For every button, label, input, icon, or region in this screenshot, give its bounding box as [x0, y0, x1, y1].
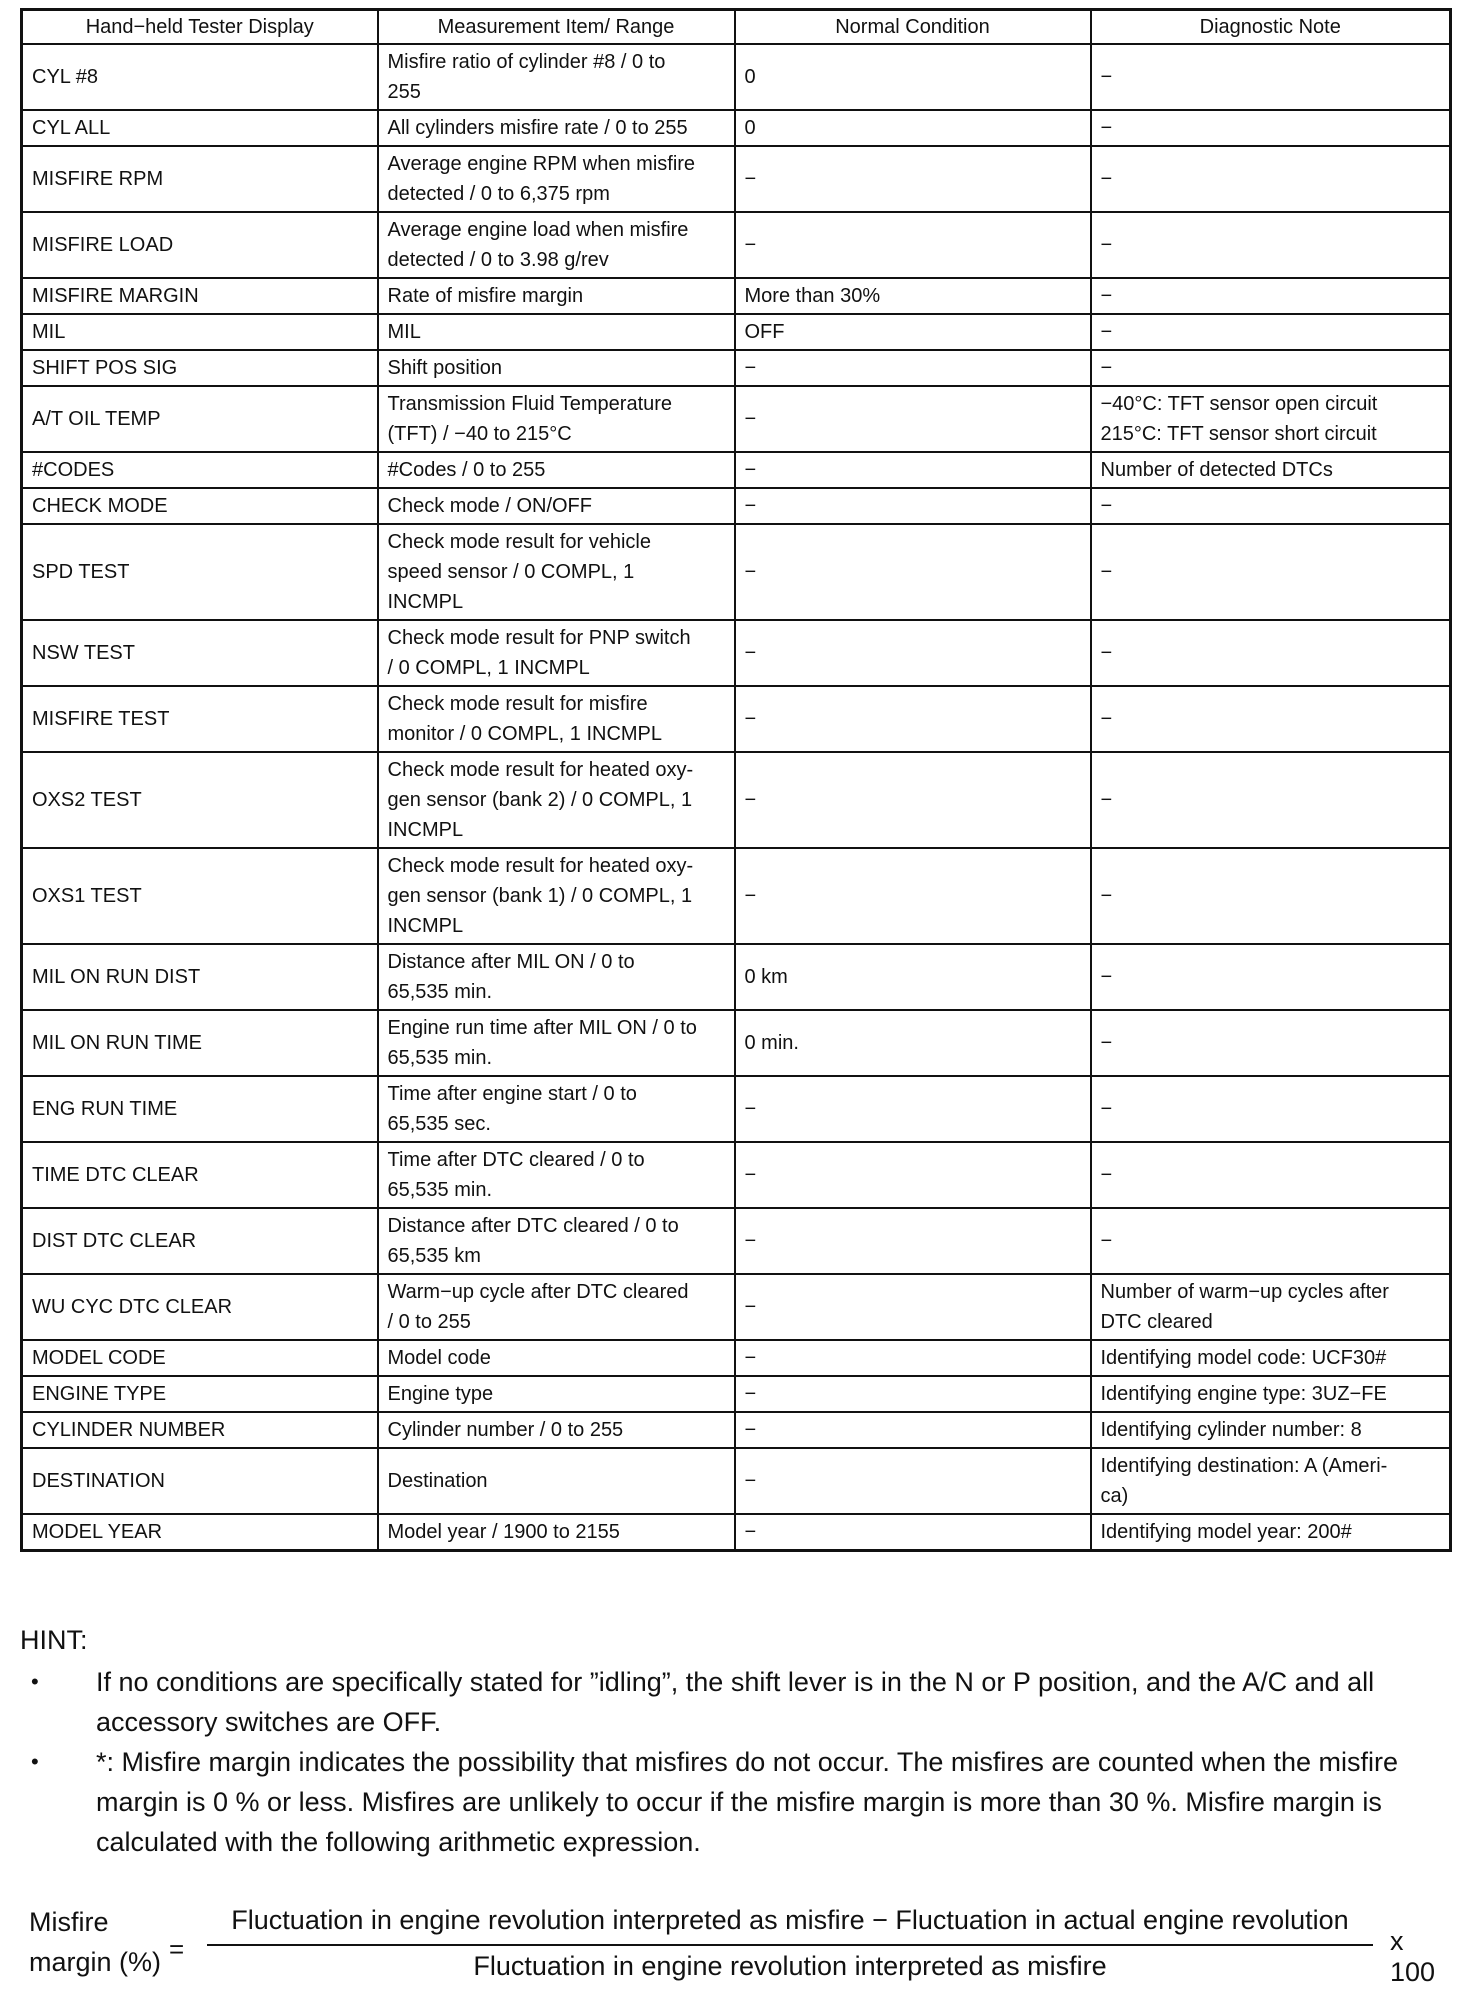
measurement-item-cell: Check mode result for heated oxy- gen sensor (bank 2) / 0 COMPL, 1 INCMPL	[378, 752, 735, 848]
table-header-row	[22, 10, 1451, 45]
normal-condition-cell: −	[735, 686, 1091, 752]
diagnostic-note-cell: −	[1091, 524, 1451, 620]
tester-display-cell: OXS2 TEST	[22, 752, 378, 848]
measurement-item-cell: Misfire ratio of cylinder #8 / 0 to 255	[378, 44, 735, 110]
diagnostic-note-cell: −	[1091, 350, 1451, 386]
tester-display-cell: ENGINE TYPE	[22, 1376, 378, 1412]
tester-display-cell: SPD TEST	[22, 524, 378, 620]
diagnostic-note-cell: −40°C: TFT sensor open circuit 215°C: TFT sensor short circuit	[1091, 386, 1451, 452]
measurement-item-cell: Average engine RPM when misfire detected / 0 to 6,375 rpm	[378, 146, 735, 212]
diagnostic-note-cell: −	[1091, 278, 1451, 314]
normal-condition-cell: −	[735, 350, 1091, 386]
table-row	[22, 452, 1451, 488]
measurement-item-cell: Check mode result for misfire monitor / 0 COMPL, 1 INCMPL	[378, 686, 735, 752]
measurement-item-cell: Check mode / ON/OFF	[378, 488, 735, 524]
tester-display-cell: OXS1 TEST	[22, 848, 378, 944]
diagnostic-note-cell: −	[1091, 44, 1451, 110]
measurement-item-cell: MIL	[378, 314, 735, 350]
formula-lhs	[29, 1902, 161, 1982]
tester-display-cell: CYLINDER NUMBER	[22, 1412, 378, 1448]
hint-list	[20, 1662, 1460, 1862]
measurement-item-cell: Model year / 1900 to 2155	[378, 1514, 735, 1551]
diagnostic-note-cell: −	[1091, 488, 1451, 524]
fraction-bar	[207, 1944, 1373, 1946]
normal-condition-cell: −	[735, 1376, 1091, 1412]
tester-display-cell: MIL ON RUN DIST	[22, 944, 378, 1010]
diagnostic-note-cell: Number of warm−up cycles after DTC cleared	[1091, 1274, 1451, 1340]
table-row	[22, 386, 1451, 452]
measurement-item-cell: All cylinders misfire rate / 0 to 255	[378, 110, 735, 146]
diagnostic-note-cell: −	[1091, 146, 1451, 212]
normal-condition-cell: −	[735, 620, 1091, 686]
tester-display-cell: MODEL YEAR	[22, 1514, 378, 1551]
table-row	[22, 848, 1451, 944]
formula-multiplier: x 100	[1390, 1926, 1436, 1987]
table-row	[22, 1340, 1451, 1376]
table-row	[22, 1076, 1451, 1142]
normal-condition-cell: −	[735, 452, 1091, 488]
measurement-item-cell: Check mode result for vehicle speed sensor / 0 COMPL, 1 INCMPL	[378, 524, 735, 620]
measurement-item-cell: Engine run time after MIL ON / 0 to 65,535 min.	[378, 1010, 735, 1076]
table-row	[22, 1274, 1451, 1340]
tester-display-cell: MISFIRE LOAD	[22, 212, 378, 278]
diagnostic-note-cell: Identifying destination: A (Ameri- ca)	[1091, 1448, 1451, 1514]
tester-display-cell: WU CYC DTC CLEAR	[22, 1274, 378, 1340]
normal-condition-cell: −	[735, 386, 1091, 452]
table-row	[22, 350, 1451, 386]
normal-condition-cell: −	[735, 1274, 1091, 1340]
diagnostic-note-cell: −	[1091, 314, 1451, 350]
tester-display-cell: #CODES	[22, 452, 378, 488]
diagnostic-note-cell: −	[1091, 1142, 1451, 1208]
diagnostic-note-cell: −	[1091, 944, 1451, 1010]
tester-display-cell: MIL ON RUN TIME	[22, 1010, 378, 1076]
diagnostic-note-cell: −	[1091, 212, 1451, 278]
normal-condition-cell: OFF	[735, 314, 1091, 350]
table-body	[22, 44, 1451, 1551]
tester-display-cell: MISFIRE TEST	[22, 686, 378, 752]
normal-condition-cell: −	[735, 212, 1091, 278]
normal-condition-cell: −	[735, 1412, 1091, 1448]
normal-condition-cell: 0 min.	[735, 1010, 1091, 1076]
table-row	[22, 1376, 1451, 1412]
measurement-item-cell: Warm−up cycle after DTC cleared / 0 to 255	[378, 1274, 735, 1340]
measurement-item-cell: Check mode result for PNP switch / 0 COMPL, 1 INCMPL	[378, 620, 735, 686]
bullet-icon: •	[31, 1749, 39, 1774]
diagnostic-note-cell: −	[1091, 110, 1451, 146]
measurement-item-cell: #Codes / 0 to 255	[378, 452, 735, 488]
diagnostic-note-cell: −	[1091, 1010, 1451, 1076]
normal-condition-cell: −	[735, 1514, 1091, 1551]
hint-item-text: *: Misfire margin indicates the possibility that misfires do not occur. The misfires are counted when the misfire margin is 0 % or less. Misfires are unlikely to occur if the misfire margin is more than 30 %. Misfire margin is calculated with the following arithmetic expression.	[96, 1747, 1399, 1857]
table-row	[22, 752, 1451, 848]
table-row	[22, 1412, 1451, 1448]
table-row	[22, 314, 1451, 350]
measurement-item-cell: Model code	[378, 1340, 735, 1376]
diagnostic-note-cell: Identifying engine type: 3UZ−FE	[1091, 1376, 1451, 1412]
normal-condition-cell: 0	[735, 110, 1091, 146]
formula-numerator: Fluctuation in engine revolution interpreted as misfire − Fluctuation in actual engine revolution	[231, 1905, 1349, 1935]
header-normal-condition: Normal Condition	[735, 10, 1091, 45]
tester-display-cell: NSW TEST	[22, 620, 378, 686]
formula-denominator: Fluctuation in engine revolution interpreted as misfire	[473, 1951, 1107, 1981]
measurement-item-cell: Shift position	[378, 350, 735, 386]
hint-item	[20, 1662, 1460, 1742]
tester-display-cell: ENG RUN TIME	[22, 1076, 378, 1142]
table-row	[22, 1010, 1451, 1076]
header-diagnostic-note: Diagnostic Note	[1091, 10, 1451, 45]
diagnostic-note-cell: Identifying model code: UCF30#	[1091, 1340, 1451, 1376]
header-tester-display: Hand−held Tester Display	[22, 10, 378, 45]
diagnostic-note-cell: −	[1091, 752, 1451, 848]
tester-display-cell: MODEL CODE	[22, 1340, 378, 1376]
diagnostic-note-cell: −	[1091, 686, 1451, 752]
tester-display-cell: DIST DTC CLEAR	[22, 1208, 378, 1274]
measurement-item-cell: Distance after MIL ON / 0 to 65,535 min.	[378, 944, 735, 1010]
formula-lhs-line1: Misfire	[29, 1907, 109, 1937]
measurement-item-cell: Engine type	[378, 1376, 735, 1412]
normal-condition-cell: −	[735, 1142, 1091, 1208]
table-row	[22, 620, 1451, 686]
table-row	[22, 524, 1451, 620]
diagnostic-data-table	[20, 8, 1452, 1552]
normal-condition-cell: −	[735, 146, 1091, 212]
diagnostic-note-cell: −	[1091, 848, 1451, 944]
table-row	[22, 44, 1451, 110]
table-row	[22, 1514, 1451, 1551]
hint-title: HINT:	[20, 1625, 88, 1655]
table-row	[22, 212, 1451, 278]
measurement-item-cell: Distance after DTC cleared / 0 to 65,535 km	[378, 1208, 735, 1274]
normal-condition-cell: −	[735, 1340, 1091, 1376]
diagnostic-note-cell: Identifying model year: 200#	[1091, 1514, 1451, 1551]
normal-condition-cell: 0 km	[735, 944, 1091, 1010]
normal-condition-cell: −	[735, 1208, 1091, 1274]
normal-condition-cell: More than 30%	[735, 278, 1091, 314]
misfire-margin-formula	[29, 1902, 1449, 2002]
normal-condition-cell: 0	[735, 44, 1091, 110]
normal-condition-cell: −	[735, 752, 1091, 848]
normal-condition-cell: −	[735, 488, 1091, 524]
measurement-item-cell: Cylinder number / 0 to 255	[378, 1412, 735, 1448]
bullet-icon: •	[31, 1669, 39, 1694]
normal-condition-cell: −	[735, 1448, 1091, 1514]
tester-display-cell: MISFIRE RPM	[22, 146, 378, 212]
tester-display-cell: TIME DTC CLEAR	[22, 1142, 378, 1208]
measurement-item-cell: Rate of misfire margin	[378, 278, 735, 314]
hint-item-text: If no conditions are specifically stated for ”idling”, the shift lever is in the N or P position, and the A/C and all accessory switches are OFF.	[96, 1667, 1375, 1737]
hint-section	[20, 1624, 1460, 1862]
tester-display-cell: CYL ALL	[22, 110, 378, 146]
measurement-item-cell: Destination	[378, 1448, 735, 1514]
table-row	[22, 944, 1451, 1010]
measurement-item-cell: Average engine load when misfire detected / 0 to 3.98 g/rev	[378, 212, 735, 278]
measurement-item-cell: Time after DTC cleared / 0 to 65,535 min.	[378, 1142, 735, 1208]
tester-display-cell: A/T OIL TEMP	[22, 386, 378, 452]
hint-item	[20, 1742, 1460, 1862]
table-row	[22, 1448, 1451, 1514]
tester-display-cell: DESTINATION	[22, 1448, 378, 1514]
measurement-item-cell: Transmission Fluid Temperature (TFT) / −40 to 215°C	[378, 386, 735, 452]
diagnostic-note-cell: Identifying cylinder number: 8	[1091, 1412, 1451, 1448]
tester-display-cell: CHECK MODE	[22, 488, 378, 524]
table-row	[22, 1142, 1451, 1208]
tester-display-cell: SHIFT POS SIG	[22, 350, 378, 386]
tester-display-cell: MIL	[22, 314, 378, 350]
table-row	[22, 278, 1451, 314]
table-row	[22, 146, 1451, 212]
formula-equals: =	[169, 1934, 185, 1964]
measurement-item-cell: Time after engine start / 0 to 65,535 sec.	[378, 1076, 735, 1142]
diagnostic-note-cell: −	[1091, 1076, 1451, 1142]
tester-display-cell: CYL #8	[22, 44, 378, 110]
diagnostic-note-cell: −	[1091, 1208, 1451, 1274]
table-row	[22, 1208, 1451, 1274]
normal-condition-cell: −	[735, 848, 1091, 944]
normal-condition-cell: −	[735, 1076, 1091, 1142]
table-row	[22, 110, 1451, 146]
normal-condition-cell: −	[735, 524, 1091, 620]
formula-lhs-line2: margin (%)	[29, 1947, 162, 1977]
table-row	[22, 686, 1451, 752]
tester-display-cell: MISFIRE MARGIN	[22, 278, 378, 314]
header-measurement-item: Measurement Item/ Range	[378, 10, 735, 45]
diagnostic-note-cell: Number of detected DTCs	[1091, 452, 1451, 488]
diagnostic-note-cell: −	[1091, 620, 1451, 686]
table-row	[22, 488, 1451, 524]
measurement-item-cell: Check mode result for heated oxy- gen sensor (bank 1) / 0 COMPL, 1 INCMPL	[378, 848, 735, 944]
